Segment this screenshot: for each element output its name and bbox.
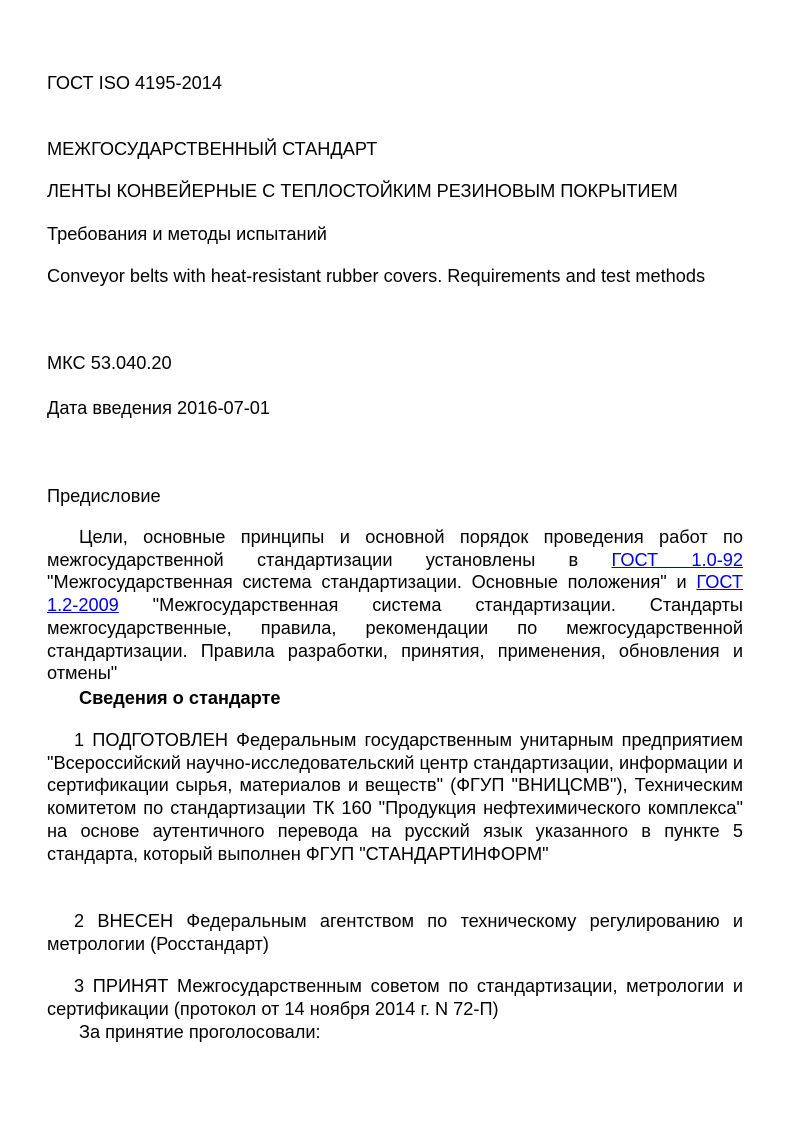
subtitle-ru: Требования и методы испытаний [47, 224, 327, 244]
foreword-heading: Предисловие [47, 486, 161, 506]
info-item-1: 1 ПОДГОТОВЛЕН Федеральным государственным унитарным предприятием "Всероссийский научно-исследовательский центр стандартизации, информации и сертификации сырья, материалов и веществ" (ФГУП "ВНИЦСМВ"), Техническим комитетом по стандартизации ТК 160 "Продукция нефтехимического комплекса" на основе аутентичного перевода на русский язык указанного в пункте 5 стандарта, который выполнен ФГУП "СТАНДАРТИНФОРМ" [47, 730, 743, 864]
foreword-text-3: "Межгосударственная система стандартизации. Стандарты межгосударственные, правила, рекомендации по межгосударственной стандартизации. Правила разработки, принятия, применения, обновления и отмены" [47, 595, 743, 684]
effective-date: Дата введения 2016-07-01 [47, 398, 271, 418]
title-en: Conveyor belts with heat-resistant rubber covers. Requirements and test methods [47, 266, 706, 286]
gost-1-2-2009-link[interactable]: ГОСТ 1.2-2009 [47, 572, 743, 616]
gost-1-0-92-link[interactable]: ГОСТ 1.0-92 [611, 549, 743, 570]
info-item-3: 3 ПРИНЯТ Межгосударственным советом по стандартизации, метрологии и сертификации (протокол от 14 ноября 2014 г. N 72-П) [47, 976, 743, 1019]
foreword-paragraph [47, 526, 743, 685]
voted-label: За принятие проголосовали: [79, 1022, 321, 1042]
foreword-text-2: "Межгосударственная система стандартизации. Основные положения" и [47, 572, 697, 593]
info-item-2: 2 ВНЕСЕН Федеральным агентством по техническому регулированию и метрологии (Росстандарт) [47, 911, 743, 954]
standard-type: МЕЖГОСУДАРСТВЕННЫЙ СТАНДАРТ [47, 139, 378, 159]
mks-code: МКС 53.040.20 [47, 353, 172, 373]
foreword-text-1: Цели, основные принципы и основной порядок проведения работ по межгосударственной стандартизации установлены в [47, 527, 743, 570]
title-ru: ЛЕНТЫ КОНВЕЙЕРНЫЕ С ТЕПЛОСТОЙКИМ РЕЗИНОВЫМ ПОКРЫТИЕМ [47, 181, 678, 201]
info-heading: Сведения о стандарте [79, 688, 281, 708]
doc-number: ГОСТ ISO 4195-2014 [47, 73, 223, 93]
